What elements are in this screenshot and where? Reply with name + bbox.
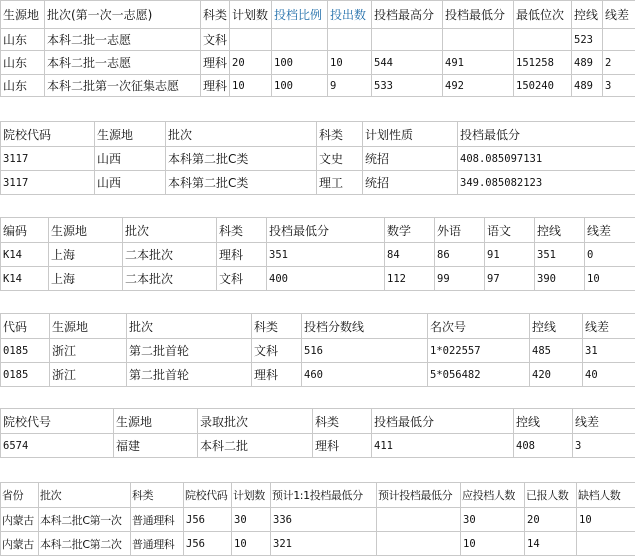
table-cell: 91	[485, 243, 535, 267]
table-cell	[377, 508, 461, 532]
header-cell: 投档分数线	[302, 314, 428, 339]
header-cell: 生源地	[50, 314, 127, 339]
header-cell: 缺档人数	[577, 483, 635, 508]
header-cell: 投档最低分	[458, 122, 635, 147]
table-cell: 福建	[114, 434, 198, 458]
table-cell: 本科二批C第二次	[39, 532, 131, 556]
table-row	[1, 267, 635, 291]
table-cell: 408	[514, 434, 573, 458]
header-cell: 批次	[123, 218, 217, 243]
table-cell: 二本批次	[123, 267, 217, 291]
table-cell: 山东	[1, 29, 45, 51]
table-header-row	[1, 218, 635, 243]
table-cell: 山东	[1, 75, 45, 97]
header-cell: 预计投档最低分	[377, 483, 461, 508]
table-cell: 普通理科	[131, 508, 184, 532]
table-cell: 112	[385, 267, 435, 291]
table-cell: 9	[328, 75, 372, 97]
header-cell: 投档比例	[272, 1, 328, 29]
table-cell: 10	[585, 267, 635, 291]
admission-table-shandong	[0, 0, 635, 97]
table-cell: 31	[583, 339, 635, 363]
header-cell: 生源地	[95, 122, 166, 147]
table-cell: 86	[435, 243, 485, 267]
table-cell: 文科	[217, 267, 267, 291]
table-cell: 420	[530, 363, 583, 387]
header-cell: 生源地	[49, 218, 123, 243]
table-cell: 理科	[252, 363, 302, 387]
header-cell: 线差	[585, 218, 635, 243]
table-cell: 336	[271, 508, 377, 532]
table-cell: 理科	[201, 75, 230, 97]
table-row	[1, 532, 635, 556]
table-cell: 文科	[252, 339, 302, 363]
header-cell: 投档最低分	[372, 409, 514, 434]
header-cell: 数学	[385, 218, 435, 243]
header-cell: 计划数	[230, 1, 272, 29]
header-cell: 生源地	[1, 1, 45, 29]
table-cell: 10	[328, 51, 372, 75]
table-cell: 99	[435, 267, 485, 291]
table-cell: 0	[585, 243, 635, 267]
table-row	[1, 75, 635, 97]
table-cell: 理工	[317, 171, 363, 195]
table-cell: 100	[272, 75, 328, 97]
table-cell: 统招	[363, 171, 458, 195]
table-cell	[377, 532, 461, 556]
table-cell: 本科二批C第一次	[39, 508, 131, 532]
admission-table-shanxi	[0, 121, 635, 195]
table-cell: 文史	[317, 147, 363, 171]
table-cell: 400	[267, 267, 385, 291]
table-row	[1, 29, 635, 51]
table-cell: 理科	[313, 434, 372, 458]
table-row	[1, 243, 635, 267]
table-row	[1, 171, 635, 195]
table-cell: 0185	[1, 339, 50, 363]
header-cell: 名次号	[428, 314, 530, 339]
table-cell: 14	[525, 532, 577, 556]
header-cell: 投档最高分	[372, 1, 443, 29]
table-row	[1, 363, 635, 387]
table-cell: K14	[1, 267, 49, 291]
table-cell: 100	[272, 51, 328, 75]
admission-table-fujian	[0, 408, 635, 458]
table-cell: 30	[232, 508, 271, 532]
table-cell: 351	[267, 243, 385, 267]
header-cell: 代码	[1, 314, 50, 339]
table-cell: 山西	[95, 171, 166, 195]
table-cell: 97	[485, 267, 535, 291]
header-cell: 计划性质	[363, 122, 458, 147]
admission-table-neimenggu	[0, 482, 635, 556]
table-header-row	[1, 1, 635, 29]
header-cell: 院校代码	[1, 122, 95, 147]
table-cell: 489	[572, 75, 603, 97]
header-cell: 控线	[530, 314, 583, 339]
header-cell: 科类	[131, 483, 184, 508]
table-cell: 321	[271, 532, 377, 556]
header-cell: 投档最低分	[267, 218, 385, 243]
table-cell: 10	[461, 532, 525, 556]
header-cell: 编码	[1, 218, 49, 243]
table-header-row	[1, 409, 635, 434]
table-cell: 理科	[217, 243, 267, 267]
table-cell	[443, 29, 514, 51]
table-cell: 150240	[514, 75, 572, 97]
table-cell: 山西	[95, 147, 166, 171]
table-cell: 普通理科	[131, 532, 184, 556]
table-cell: 二本批次	[123, 243, 217, 267]
header-cell: 线差	[583, 314, 635, 339]
header-cell: 预计1:1投档最低分	[271, 483, 377, 508]
table-cell	[372, 29, 443, 51]
table-cell	[328, 29, 372, 51]
table-cell: 1*022557	[428, 339, 530, 363]
table-cell: 本科二批	[198, 434, 313, 458]
table-row	[1, 508, 635, 532]
header-cell: 科类	[313, 409, 372, 434]
table-cell: K14	[1, 243, 49, 267]
table-cell: 浙江	[50, 339, 127, 363]
header-cell: 线差	[603, 1, 635, 29]
table-cell: 533	[372, 75, 443, 97]
header-cell: 批次(第一次一志愿)	[45, 1, 201, 29]
table-cell: J56	[184, 508, 232, 532]
table-cell: 3	[603, 75, 635, 97]
table-cell: 本科第二批C类	[166, 171, 317, 195]
admission-table-zhejiang	[0, 313, 635, 387]
header-cell: 批次	[166, 122, 317, 147]
table-cell: 40	[583, 363, 635, 387]
header-cell: 语文	[485, 218, 535, 243]
table-cell: 411	[372, 434, 514, 458]
table-cell: 理科	[201, 51, 230, 75]
header-cell: 已报人数	[525, 483, 577, 508]
table-cell: 本科二批一志愿	[45, 29, 201, 51]
table-cell: 460	[302, 363, 428, 387]
table-cell: 20	[525, 508, 577, 532]
header-cell: 外语	[435, 218, 485, 243]
table-header-row	[1, 314, 635, 339]
header-cell: 投档最低分	[443, 1, 514, 29]
table-cell: 统招	[363, 147, 458, 171]
header-cell: 投出数	[328, 1, 372, 29]
table-cell: 本科二批第一次征集志愿	[45, 75, 201, 97]
header-cell: 批次	[127, 314, 252, 339]
table-cell: 408.085097131	[458, 147, 635, 171]
table-header-row	[1, 122, 635, 147]
header-cell: 科类	[317, 122, 363, 147]
header-cell: 控线	[572, 1, 603, 29]
table-cell	[577, 532, 635, 556]
table-cell: 20	[230, 51, 272, 75]
table-cell: 489	[572, 51, 603, 75]
header-cell: 省份	[1, 483, 39, 508]
header-cell: 科类	[217, 218, 267, 243]
header-cell: 院校代号	[1, 409, 114, 434]
admission-table-shanghai	[0, 217, 635, 291]
table-cell: 内蒙古	[1, 532, 39, 556]
table-cell: 3117	[1, 147, 95, 171]
table-cell	[230, 29, 272, 51]
table-cell: 山东	[1, 51, 45, 75]
header-cell: 最低位次	[514, 1, 572, 29]
table-cell: 351	[535, 243, 585, 267]
table-cell: 10	[232, 532, 271, 556]
table-cell: 10	[577, 508, 635, 532]
table-cell: 390	[535, 267, 585, 291]
table-cell: 485	[530, 339, 583, 363]
table-cell: 492	[443, 75, 514, 97]
table-cell: 浙江	[50, 363, 127, 387]
header-cell: 应投档人数	[461, 483, 525, 508]
table-cell	[272, 29, 328, 51]
table-cell: 151258	[514, 51, 572, 75]
table-row	[1, 339, 635, 363]
table-cell: 30	[461, 508, 525, 532]
table-cell: 6574	[1, 434, 114, 458]
table-cell: 第二批首轮	[127, 363, 252, 387]
table-cell: 3117	[1, 171, 95, 195]
table-cell: J56	[184, 532, 232, 556]
table-cell: 内蒙古	[1, 508, 39, 532]
table-cell: 544	[372, 51, 443, 75]
table-cell: 10	[230, 75, 272, 97]
table-row	[1, 147, 635, 171]
table-cell: 84	[385, 243, 435, 267]
table-cell: 3	[573, 434, 635, 458]
table-cell	[514, 29, 572, 51]
header-cell: 生源地	[114, 409, 198, 434]
table-cell: 上海	[49, 267, 123, 291]
table-cell: 2	[603, 51, 635, 75]
table-cell: 491	[443, 51, 514, 75]
table-cell: 本科第二批C类	[166, 147, 317, 171]
header-cell: 控线	[535, 218, 585, 243]
table-cell: 5*056482	[428, 363, 530, 387]
header-cell: 线差	[573, 409, 635, 434]
header-cell: 计划数	[232, 483, 271, 508]
table-cell: 523	[572, 29, 603, 51]
header-cell: 录取批次	[198, 409, 313, 434]
header-cell: 科类	[201, 1, 230, 29]
header-cell: 批次	[39, 483, 131, 508]
header-cell: 院校代码	[184, 483, 232, 508]
table-cell: 第二批首轮	[127, 339, 252, 363]
table-cell: 349.085082123	[458, 171, 635, 195]
table-cell: 516	[302, 339, 428, 363]
header-cell: 控线	[514, 409, 573, 434]
table-cell: 0185	[1, 363, 50, 387]
table-row	[1, 434, 635, 458]
table-header-row	[1, 483, 635, 508]
table-cell: 文科	[201, 29, 230, 51]
header-cell: 科类	[252, 314, 302, 339]
table-cell: 上海	[49, 243, 123, 267]
table-cell: 本科二批一志愿	[45, 51, 201, 75]
table-row	[1, 51, 635, 75]
table-cell	[603, 29, 635, 51]
